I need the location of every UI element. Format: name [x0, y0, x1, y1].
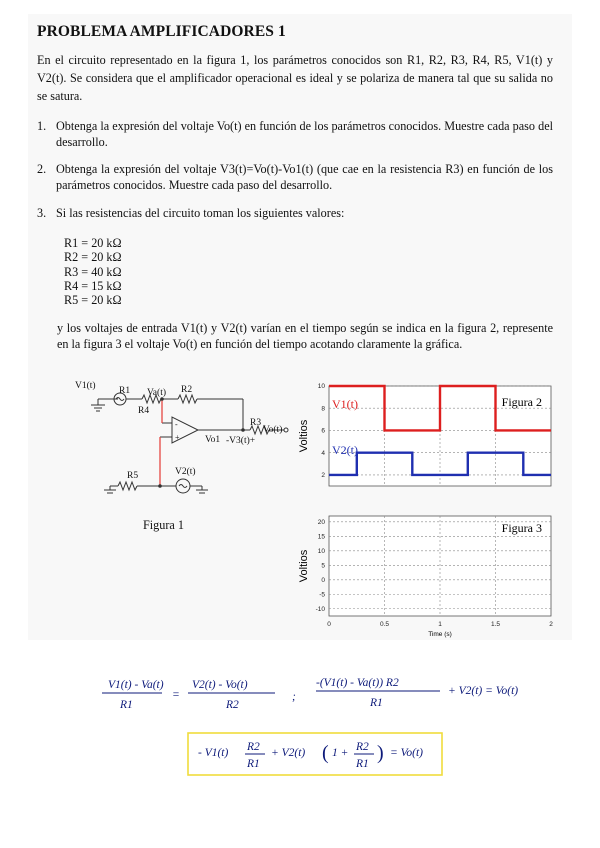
x-tick-label: 1	[438, 621, 442, 628]
hw-eq3-numerator: -(V1(t) - Va(t)) R2	[316, 677, 399, 689]
problem-title: PROBLEMA AMPLIFICADORES 1	[37, 23, 286, 40]
fig2-title: Figura 2	[501, 395, 542, 409]
hw-box-one-plus: 1 +	[332, 747, 349, 759]
hw-eq2-numerator: V2(t) - Vo(t)	[192, 679, 248, 691]
resistor-value: R2 = 20 kΩ	[64, 250, 122, 265]
fig2-legend-v1: V1(t)	[332, 397, 358, 411]
y-tick-label: 10	[317, 383, 325, 391]
hw-equals: =	[172, 689, 180, 701]
fig2-legend-v2: V2(t)	[332, 443, 358, 457]
label-r3: R3	[250, 418, 262, 428]
fig3-title: Figura 3	[501, 521, 542, 535]
hw-eq1-denominator: R1	[120, 699, 133, 711]
y-tick-label: 15	[317, 533, 325, 541]
hw-box-term-e: = Vo(t)	[390, 747, 423, 759]
label-r1: R1	[119, 386, 131, 396]
question-1	[37, 119, 553, 150]
hw-box-term-b-num: R2	[247, 741, 260, 753]
y-tick-label: -5	[319, 591, 325, 599]
question-number: 1.	[37, 119, 47, 133]
y-tick-label: 8	[321, 405, 325, 413]
fig3-ylabel: Voltios	[298, 549, 310, 583]
hw-box-term-d-den: R1	[356, 758, 369, 770]
hw-box-term-b-den: R1	[247, 758, 260, 770]
hw-eq2-denominator: R2	[226, 699, 239, 711]
question-3-continuation: y los voltajes de entrada V1(t) y V2(t) varían en el tiempo según se indica en la figura 2, represente en la figura 3 el voltaje Vo(t) en función del tiempo acotando claramente la gráfica.	[57, 321, 553, 351]
label-v1: V1(t)	[75, 381, 96, 391]
y-tick-label: -10	[315, 605, 325, 613]
label-vo: Vo(t)	[263, 425, 283, 435]
label-r2: R2	[181, 385, 193, 395]
y-tick-label: 2	[321, 472, 325, 480]
label-v3: -V3(t)+	[226, 436, 256, 446]
handwritten-solution	[0, 660, 600, 790]
fig2-ylabel: Voltios	[298, 419, 310, 453]
resistor-value: R1 = 20 kΩ	[64, 236, 122, 250]
hw-eq3-rest: + V2(t) = Vo(t)	[448, 685, 519, 697]
question-text: Obtenga la expresión del voltaje Vo(t) en función de los parámetros conocidos. Muestre cada paso del desarrollo.	[56, 119, 553, 149]
label-v2: V2(t)	[175, 467, 196, 477]
hw-box-term-d-num: R2	[356, 741, 369, 753]
hw-box-term-c: + V2(t)	[271, 747, 306, 759]
label-va: Va(t)	[147, 388, 166, 398]
hw-box-term-a: - V1(t)	[198, 747, 229, 759]
x-tick-label: 2	[549, 621, 553, 628]
hw-semicolon: ;	[292, 691, 296, 703]
x-tick-label: 0.5	[379, 621, 390, 628]
label-r5: R5	[127, 471, 139, 481]
intro-paragraph: En el circuito representado en la figura 1, los parámetros conocidos son R1, R2, R3, R4, R5, V1(t) y V2(t). Se considera que el amplificador operacional es ideal y se polariza de manera tal que su salida no se satura.	[37, 53, 553, 103]
question-2	[37, 162, 553, 193]
resistor-values-list	[64, 236, 122, 307]
hw-eq1-numerator: V1(t) - Va(t)	[108, 679, 164, 691]
hw-open-paren: (	[322, 742, 329, 764]
question-number: 2.	[37, 162, 47, 176]
y-tick-label: 5	[321, 562, 325, 570]
figure-1-caption: Figura 1	[143, 518, 184, 532]
label-minus: -	[175, 420, 178, 429]
y-tick-label: 20	[317, 518, 325, 526]
label-plus: +	[175, 433, 180, 442]
resistor-value: R3 = 40 kΩ	[64, 264, 122, 279]
question-number: 3.	[37, 206, 47, 220]
hw-close-paren: )	[377, 742, 384, 764]
question-text: Si las resistencias del circuito toman los siguientes valores:	[56, 206, 345, 220]
resistor-value: R5 = 20 kΩ	[64, 293, 122, 308]
y-tick-label: 0	[321, 576, 325, 584]
label-r4: R4	[138, 406, 150, 416]
y-tick-label: 6	[321, 427, 325, 435]
figure-2-chart	[296, 380, 558, 492]
y-tick-label: 4	[321, 449, 325, 457]
label-vo1: Vo1	[205, 435, 221, 445]
figure-3-chart	[296, 512, 558, 640]
question-text: Obtenga la expresión del voltaje V3(t)=Vo(t)-Vo1(t) (que cae en la resistencia R3) en función de los parámetros conocidos. Muestre cada paso del desarrollo.	[56, 162, 553, 192]
question-3	[37, 206, 553, 222]
y-tick-label: 10	[317, 547, 325, 555]
hw-eq3-denominator: R1	[370, 697, 383, 709]
fig3-xlabel: Time (s)	[428, 631, 452, 638]
x-tick-label: 0	[327, 621, 331, 628]
resistor-value: R4 = 15 kΩ	[64, 278, 122, 293]
x-tick-label: 1.5	[490, 621, 501, 628]
circuit-diagram	[72, 372, 292, 502]
